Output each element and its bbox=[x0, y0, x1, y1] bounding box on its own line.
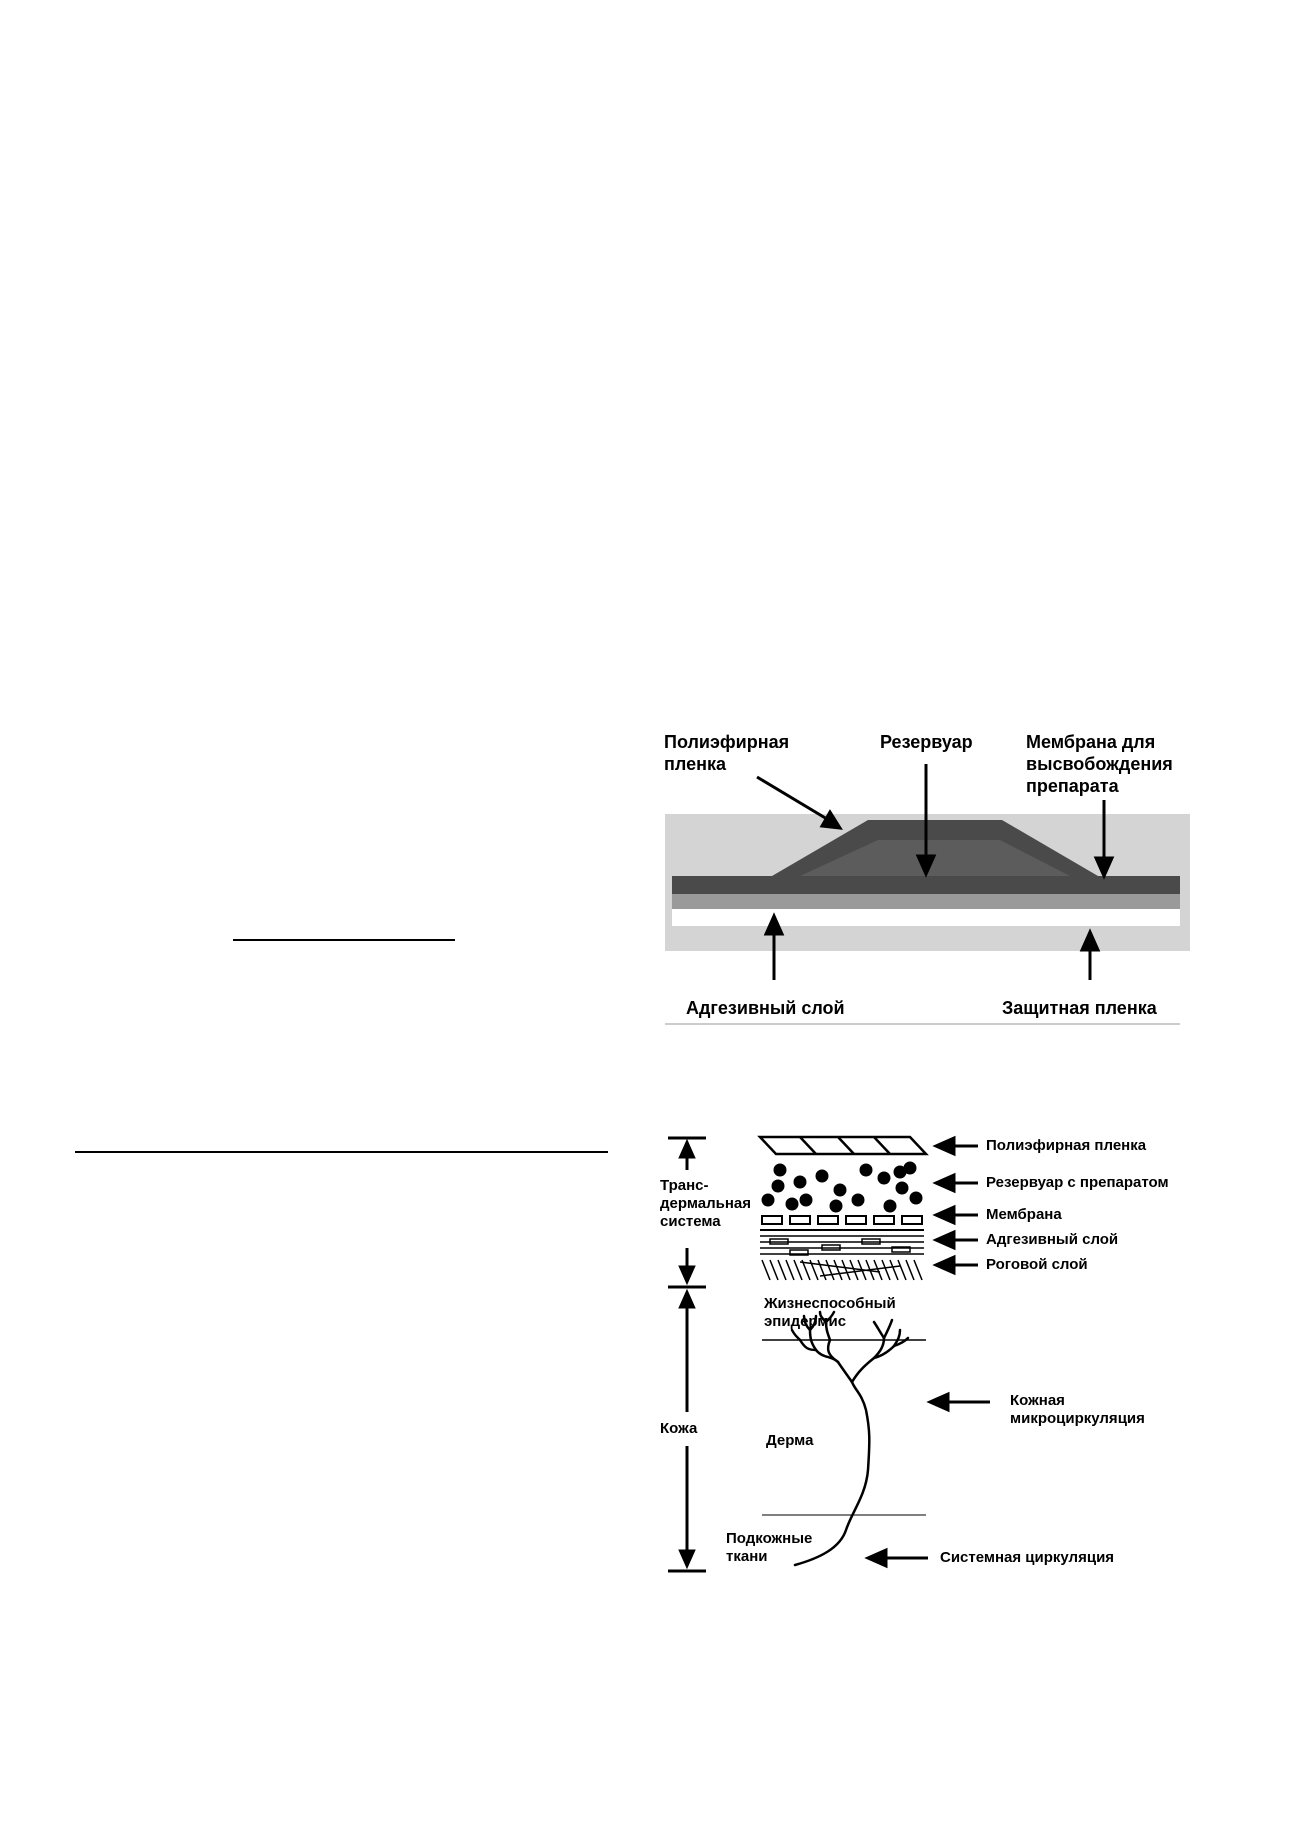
label-transdermal-system: Транс- дермальная система bbox=[660, 1177, 751, 1230]
label-adhesive-layer-2: Адгезивный слой bbox=[986, 1231, 1119, 1248]
label-membrane: Мембрана bbox=[986, 1206, 1062, 1223]
label-release-membrane: Мембрана для высвобождения препарата bbox=[1026, 732, 1173, 796]
label-derma: Дерма bbox=[766, 1432, 814, 1449]
polyester-film-shape bbox=[760, 1137, 926, 1154]
stratum-corneum-shape bbox=[762, 1260, 922, 1280]
membrane-shape bbox=[760, 1216, 924, 1230]
label-stratum-corneum: Роговой слой bbox=[986, 1256, 1088, 1273]
label-drug-reservoir: Резервуар с препаратом bbox=[986, 1174, 1169, 1191]
label-polyester-film: Полиэфирная пленка bbox=[664, 732, 790, 774]
label-protective-film: Защитная пленка bbox=[1002, 998, 1157, 1018]
label-adhesive-layer: Адгезивный слой bbox=[686, 998, 845, 1018]
label-viable-epidermis: Жизнеспособный эпидермис bbox=[764, 1295, 896, 1330]
label-skin: Кожа bbox=[660, 1420, 698, 1437]
label-polyester-film-layer: Полиэфирная пленка bbox=[986, 1137, 1147, 1154]
label-reservoir: Резервуар bbox=[880, 732, 973, 752]
drug-particles bbox=[762, 1162, 922, 1212]
label-subcutaneous-tissue: Подкожные ткани bbox=[726, 1530, 813, 1565]
label-skin-microcirculation: Кожная микроциркуляция bbox=[1010, 1392, 1145, 1427]
adhesive-shape bbox=[760, 1236, 924, 1255]
label-systemic-circulation: Системная циркуляция bbox=[940, 1549, 1115, 1566]
